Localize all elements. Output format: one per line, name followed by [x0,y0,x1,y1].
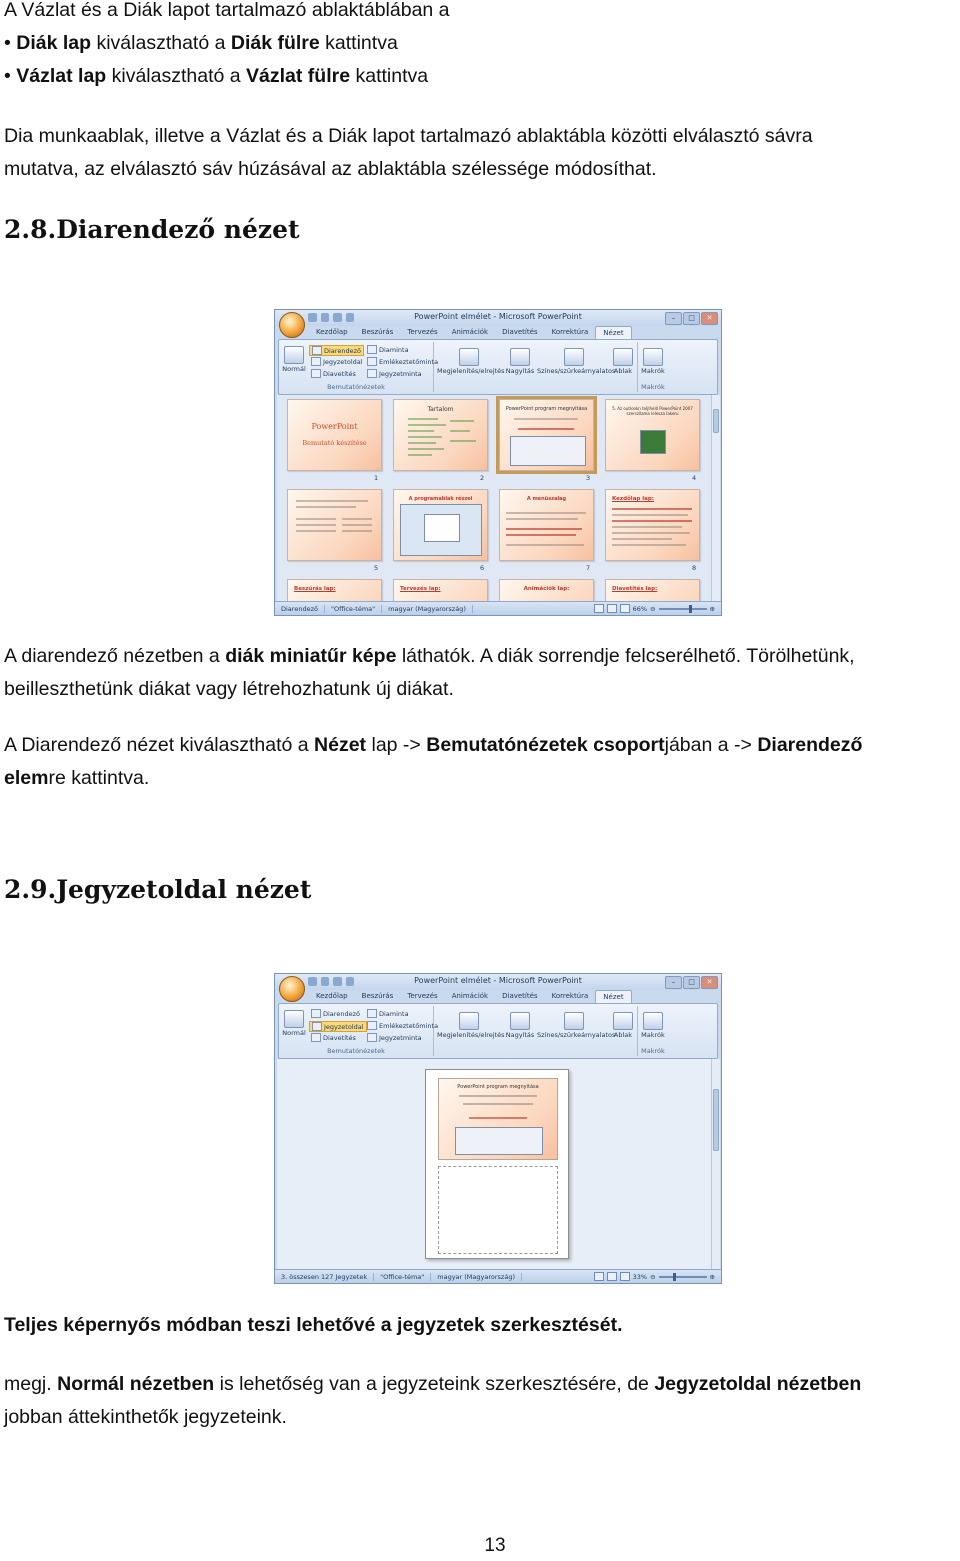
view-sorter-icon [607,1272,617,1281]
slide-thumbnail [287,399,382,471]
ablak-button: Ablak [611,1012,635,1039]
slide-number: 1 [374,474,379,482]
bullet: • [4,32,11,54]
tab-animaciok: Animációk [451,328,489,336]
diaminta-button: Diaminta [367,1009,409,1018]
slide-title: A menüszalag [526,496,567,502]
tab-diavetites: Diavetítés [502,328,538,336]
jegyzetminta-button: Jegyzetminta [367,369,422,378]
group-label: Makrók [641,383,665,391]
zoom-level: 33% [632,1272,648,1281]
window-title: PowerPoint elmélet - Microsoft PowerPoint [414,976,582,985]
office-button-icon [279,976,305,1002]
bold-term: Vázlat fülre [246,65,351,87]
group-view-tools [435,342,638,392]
slide-title: PowerPoint [311,422,358,431]
szines-button: Színes/szürkeárnyalatos [537,1012,611,1039]
zoom-slider [659,608,707,610]
section-heading-2-9: 2.9.Jegyzetoldal nézet [4,875,312,904]
paragraph-line: A Diarendező nézet kiválasztható a Nézet lap -> Bemutatónézetek csoportjában a -> Diarendező [4,734,863,756]
group-label: Bemutatónézetek [327,383,385,391]
diarendezo-button: Diarendező [311,1009,360,1018]
view-sorter-icon [607,604,617,613]
nagyitas-button: Nagyítás [505,1012,535,1039]
note-line: megj. Normál nézetben is lehetőség van a jegyzeteink szerkesztésére, de Jegyzetoldal nézetben [4,1373,862,1395]
slide-thumbnail [605,579,700,603]
diaminta-button: Diaminta [367,345,409,354]
vertical-scrollbar [711,1059,720,1270]
notes-slide-title: PowerPoint program megnyitása [457,1084,539,1090]
notes-placeholder [438,1166,558,1254]
bullet-vazlat-lap [4,60,428,93]
slide-thumbnail-selected [499,399,594,471]
notes-page [425,1069,569,1259]
bold-term: Diák fülre [230,32,320,54]
bold-term: Nézet [314,734,367,756]
jegyzetoldal-button: Jegyzetoldal [309,1021,367,1032]
slide-number: 2 [480,474,485,482]
slide-thumbnail [287,579,382,603]
slide-number: 4 [692,474,697,482]
section-heading-2-8: 2.8.Diarendező nézet [4,215,300,244]
emlekeztetominta-button: Emlékeztetőminta [367,357,438,366]
bold-term: Bemutatónézetek csoport [426,734,665,756]
tab-kezdolap: Kezdőlap [316,992,348,1000]
slide-thumbnail [605,489,700,561]
tab-nezet: Nézet [595,990,631,1004]
slide-number: 3 [586,474,591,482]
view-normal-icon [594,604,604,613]
bold-term: Normál nézetben [57,1373,215,1395]
bold-term: elem [4,767,49,789]
slide-thumbnail [393,579,488,603]
ribbon-tabs [309,990,721,1003]
view-slideshow-icon [620,604,630,613]
slide-title: Tervezés lap: [400,586,441,592]
paragraph-line: beilleszthetünk diákat vagy létrehozhatunk új diákat. [4,678,454,700]
zoom-controls [594,1272,721,1281]
bold-statement: Teljes képernyős módban teszi lehetővé a jegyzetek szerkesztését. [4,1314,623,1336]
text: kiválasztható a [91,32,231,54]
group-bemutatonezetek [279,1006,439,1056]
zoom-out-icon: ⊖ [650,604,656,613]
status-bar [275,601,721,615]
maximize-icon: □ [683,976,700,989]
intro-line: A Vázlat és a Diák lapot tartalmazó ablaktáblában a [4,0,450,21]
status-language: magyar (Magyarország) [382,605,473,613]
bold-term: diák miniatűr képe [225,645,397,667]
jegyzetminta-button: Jegyzetminta [367,1033,422,1042]
group-view-tools [435,1006,638,1056]
powerpoint-notes-page-screenshot [274,973,722,1284]
megjelenites-button: Megjelenítés/elrejtés [437,348,501,375]
slide-thumbnail [393,489,488,561]
paragraph-line: elemre kattintva. [4,767,150,789]
slide-title: Animációk lap: [523,586,570,592]
diavetites-button: Diavetítés [311,1033,356,1042]
slide-thumbnail [287,489,382,561]
zoom-in-icon: ⊕ [709,1272,715,1281]
makrok-button: Makrók [641,348,665,375]
slide-title: Beszúrás lap: [294,586,336,592]
paragraph-line: mutatva, az elválasztó sáv húzásával az ablaktábla szélessége módosíthat. [4,158,657,180]
minimize-icon: – [665,976,682,989]
group-label: Bemutatónézetek [327,1047,385,1055]
slide-title: Diavetítés lap: [612,586,658,592]
powerpoint-slide-sorter-screenshot [274,309,722,616]
tab-tervezes: Tervezés [407,328,438,336]
diarendezo-button: Diarendező [309,345,364,356]
close-icon: ✕ [701,976,718,989]
vertical-scrollbar [711,395,720,603]
notes-page-canvas [277,1059,711,1270]
jegyzetoldal-button: Jegyzetoldal [311,357,363,366]
slide-number: 7 [586,564,591,572]
minimize-icon: – [665,312,682,325]
diavetites-button: Diavetítés [311,369,356,378]
view-slideshow-icon [620,1272,630,1281]
bold-term: Jegyzetoldal nézetben [654,1373,862,1395]
tab-korrektura: Korrektúra [551,992,589,1000]
tab-beszuras: Beszúrás [361,992,394,1000]
slide-sorter-canvas [277,395,711,603]
tab-nezet: Nézet [595,326,631,340]
zoom-in-icon: ⊕ [709,604,715,613]
text: kattintva [350,65,429,87]
bold-term: Diarendező [757,734,863,756]
window-buttons [665,976,718,989]
slide-subtitle: Bemutató készítése [302,439,367,447]
bold-term: Diák lap [16,32,92,54]
tab-diavetites: Diavetítés [502,992,538,1000]
slide-title: Tartalom [427,406,454,413]
group-bemutatonezetek [279,342,439,392]
slide-thumbnail [499,489,594,561]
status-bar [275,1269,721,1283]
status-view: Diarendező [275,605,325,613]
tab-beszuras: Beszúrás [361,328,394,336]
paragraph-line: A diarendező nézetben a diák miniatűr képe láthatók. A diák sorrendje felcserélhető. Törölhetünk, [4,645,855,667]
status-page: 3. összesen 127 Jegyzetek [275,1273,374,1281]
notes-slide-image [438,1078,558,1160]
ribbon [278,339,718,395]
makrok-button: Makrók [641,1012,665,1039]
slide-thumbnail [605,399,700,471]
status-theme: "Office-téma" [374,1273,431,1281]
maximize-icon: □ [683,312,700,325]
normal-view-button: Normál [282,346,306,373]
tab-kezdolap: Kezdőlap [316,328,348,336]
view-normal-icon [594,1272,604,1281]
emlekeztetominta-button: Emlékeztetőminta [367,1021,438,1030]
window-buttons [665,312,718,325]
tab-korrektura: Korrektúra [551,328,589,336]
slide-title: PowerPoint program megnyitása [505,406,588,412]
zoom-slider [659,1276,707,1278]
tab-tervezes: Tervezés [407,992,438,1000]
zoom-level: 66% [632,604,648,613]
slide-title: 5. Az outlookn teljlhelő PowerPoint 2007 szerszílama lelesza lakeru [612,406,693,416]
ribbon-tabs [309,326,721,339]
text: kiválasztható a [106,65,247,87]
note-line: jobban áttekinthetők jegyzeteink. [4,1406,287,1428]
status-language: magyar (Magyarország) [431,1273,522,1281]
quick-access-toolbar [308,977,354,987]
slide-title: A programablak részei [408,496,473,502]
bullet: • [4,65,11,87]
bullet-diak-lap [4,27,398,60]
window-title: PowerPoint elmélet - Microsoft PowerPoint [414,312,582,321]
page-number: 13 [484,1535,506,1556]
zoom-controls [594,604,721,613]
slide-number: 8 [692,564,697,572]
bold-term: Vázlat lap [16,65,107,87]
normal-view-button: Normál [282,1010,306,1037]
status-theme: "Office-téma" [325,605,382,613]
slide-number: 6 [480,564,485,572]
nagyitas-button: Nagyítás [505,348,535,375]
close-icon: ✕ [701,312,718,325]
quick-access-toolbar [308,313,354,323]
paragraph-line: Dia munkaablak, illetve a Vázlat és a Diák lapot tartalmazó ablaktábla közötti elválasztó sávra [4,125,813,147]
slide-number: 5 [374,564,379,572]
zoom-out-icon: ⊖ [650,1272,656,1281]
group-makrok [639,342,667,392]
szines-button: Színes/szürkeárnyalatos [537,348,611,375]
megjelenites-button: Megjelenítés/elrejtés [437,1012,501,1039]
office-button-icon [279,312,305,338]
slide-thumbnail [393,399,488,471]
ribbon [278,1003,718,1059]
tab-animaciok: Animációk [451,992,489,1000]
slide-thumbnail [499,579,594,603]
text: kattintva [319,32,398,54]
slide-title: Kezdőlap lap: [612,496,654,502]
group-makrok [639,1006,667,1056]
group-label: Makrók [641,1047,665,1055]
ablak-button: Ablak [611,348,635,375]
